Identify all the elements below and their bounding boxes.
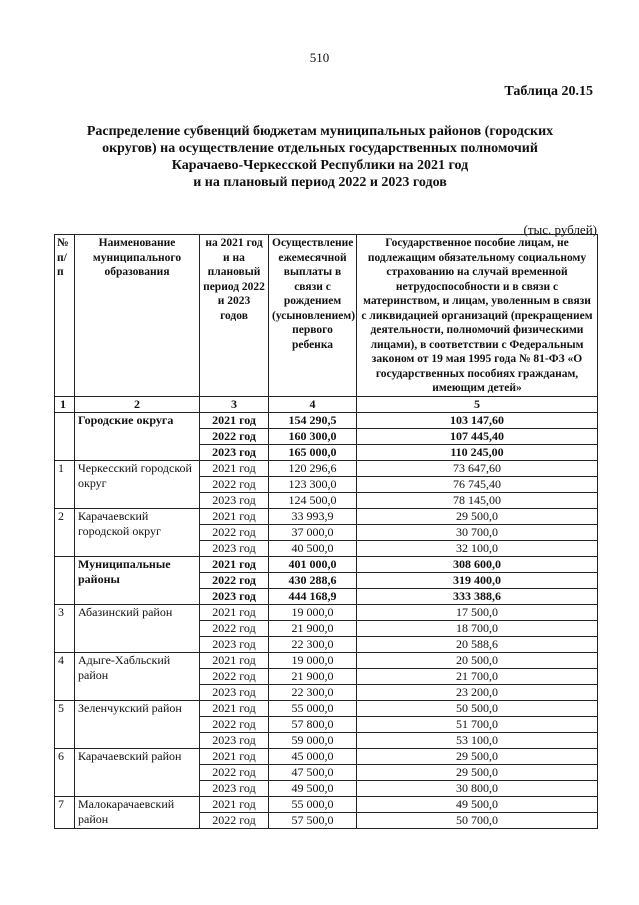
state-benefit-value: 110 245,00 <box>357 444 598 460</box>
municipality-name: Абазинский район <box>75 604 200 652</box>
year-cell: 2022 год <box>200 668 269 684</box>
row-number: 3 <box>55 604 75 652</box>
state-benefit-value: 333 388,6 <box>357 588 598 604</box>
column-number: 1 <box>55 396 75 412</box>
year-cell: 2023 год <box>200 780 269 796</box>
municipality-name: Зеленчукский район <box>75 700 200 748</box>
table-row <box>55 556 598 572</box>
year-cell: 2022 год <box>200 620 269 636</box>
header-year: на 2021 год и на плановый период 2022 и 2023 годов <box>200 235 269 397</box>
row-number: 5 <box>55 700 75 748</box>
monthly-payment-value: 124 500,0 <box>269 492 357 508</box>
monthly-payment-value: 21 900,0 <box>269 620 357 636</box>
monthly-payment-value: 444 168,9 <box>269 588 357 604</box>
year-cell: 2023 год <box>200 540 269 556</box>
state-benefit-value: 30 700,0 <box>357 524 598 540</box>
title-line: Карачаево-Черкесской Республики на 2021 год <box>171 158 469 173</box>
state-benefit-value: 30 800,0 <box>357 780 598 796</box>
state-benefit-value: 20 500,0 <box>357 652 598 668</box>
table-row <box>55 748 598 764</box>
monthly-payment-value: 59 000,0 <box>269 732 357 748</box>
state-benefit-value: 23 200,0 <box>357 684 598 700</box>
table-body <box>55 412 598 828</box>
state-benefit-value: 107 445,40 <box>357 428 598 444</box>
state-benefit-value: 76 745,40 <box>357 476 598 492</box>
year-cell: 2022 год <box>200 524 269 540</box>
header-no: № п/п <box>55 235 75 397</box>
monthly-payment-value: 57 500,0 <box>269 812 357 828</box>
year-cell: 2021 год <box>200 652 269 668</box>
column-number: 4 <box>269 396 357 412</box>
units-label: (тыс. рублей) <box>523 222 597 237</box>
header-col5: Государственное пособие лицам, не подлежащим обязательному социальному страхованию на случай временной нетрудоспособности и в связи с материнством, и лицам, уволенным в связи с ликвидацией организаций (прекращением деятельности, полномочий физическими лицами), в соответствии с Федеральным законом от 19 мая 1995 года № 81-ФЗ «О государственных пособиях гражданам, имеющим детей» <box>357 235 598 397</box>
subvention-table <box>54 234 598 829</box>
table-label: Таблица 20.15 <box>504 84 593 99</box>
monthly-payment-value: 19 000,0 <box>269 604 357 620</box>
monthly-payment-value: 22 300,0 <box>269 684 357 700</box>
state-benefit-value: 50 700,0 <box>357 812 598 828</box>
year-cell: 2022 год <box>200 716 269 732</box>
year-cell: 2021 год <box>200 796 269 812</box>
state-benefit-value: 73 647,60 <box>357 460 598 476</box>
column-number: 2 <box>75 396 200 412</box>
row-number <box>55 556 75 604</box>
monthly-payment-value: 47 500,0 <box>269 764 357 780</box>
municipality-name: Малокарачаевский район <box>75 796 200 828</box>
monthly-payment-value: 165 000,0 <box>269 444 357 460</box>
year-cell: 2022 год <box>200 572 269 588</box>
year-cell: 2022 год <box>200 428 269 444</box>
title-line: и на плановый период 2022 и 2023 годов <box>193 175 447 190</box>
monthly-payment-value: 57 800,0 <box>269 716 357 732</box>
header-name: Наименование муниципального образования <box>75 235 200 397</box>
table-row <box>55 460 598 476</box>
year-cell: 2021 год <box>200 748 269 764</box>
title-line: округов) на осуществление отдельных государственных полномочий <box>102 141 538 156</box>
year-cell: 2023 год <box>200 588 269 604</box>
monthly-payment-value: 19 000,0 <box>269 652 357 668</box>
row-number <box>55 412 75 460</box>
table-row <box>55 652 598 668</box>
monthly-payment-value: 49 500,0 <box>269 780 357 796</box>
table-title <box>50 123 590 191</box>
year-cell: 2021 год <box>200 556 269 572</box>
table-row <box>55 508 598 524</box>
year-cell: 2023 год <box>200 732 269 748</box>
year-cell: 2023 год <box>200 444 269 460</box>
monthly-payment-value: 401 000,0 <box>269 556 357 572</box>
row-number: 2 <box>55 508 75 556</box>
year-cell: 2021 год <box>200 412 269 428</box>
monthly-payment-value: 40 500,0 <box>269 540 357 556</box>
header-row <box>55 235 598 397</box>
year-cell: 2021 год <box>200 700 269 716</box>
table-row <box>55 412 598 428</box>
municipality-name: Адыге-Хабльский район <box>75 652 200 700</box>
monthly-payment-value: 123 300,0 <box>269 476 357 492</box>
state-benefit-value: 21 700,0 <box>357 668 598 684</box>
municipality-name: Муниципальные районы <box>75 556 200 604</box>
monthly-payment-value: 55 000,0 <box>269 700 357 716</box>
year-cell: 2021 год <box>200 460 269 476</box>
row-number: 4 <box>55 652 75 700</box>
year-cell: 2022 год <box>200 764 269 780</box>
municipality-name: Карачаевский район <box>75 748 200 796</box>
row-number: 1 <box>55 460 75 508</box>
row-number: 7 <box>55 796 75 828</box>
state-benefit-value: 32 100,0 <box>357 540 598 556</box>
monthly-payment-value: 45 000,0 <box>269 748 357 764</box>
state-benefit-value: 20 588,6 <box>357 636 598 652</box>
state-benefit-value: 29 500,0 <box>357 748 598 764</box>
table-row <box>55 604 598 620</box>
year-cell: 2023 год <box>200 492 269 508</box>
table-row <box>55 796 598 812</box>
state-benefit-value: 103 147,60 <box>357 412 598 428</box>
page-number: 510 <box>309 50 330 65</box>
municipality-name: Городские округа <box>75 412 200 460</box>
year-cell: 2022 год <box>200 476 269 492</box>
title-line: Распределение субвенций бюджетам муниципальных районов (городских <box>86 124 554 139</box>
row-number: 6 <box>55 748 75 796</box>
monthly-payment-value: 37 000,0 <box>269 524 357 540</box>
state-benefit-value: 29 500,0 <box>357 764 598 780</box>
monthly-payment-value: 160 300,0 <box>269 428 357 444</box>
state-benefit-value: 49 500,0 <box>357 796 598 812</box>
municipality-name: Черкесский городской округ <box>75 460 200 508</box>
state-benefit-value: 78 145,00 <box>357 492 598 508</box>
year-cell: 2022 год <box>200 812 269 828</box>
column-number: 5 <box>357 396 598 412</box>
monthly-payment-value: 22 300,0 <box>269 636 357 652</box>
state-benefit-value: 29 500,0 <box>357 508 598 524</box>
state-benefit-value: 51 700,0 <box>357 716 598 732</box>
year-cell: 2023 год <box>200 684 269 700</box>
monthly-payment-value: 21 900,0 <box>269 668 357 684</box>
state-benefit-value: 319 400,0 <box>357 572 598 588</box>
monthly-payment-value: 154 290,5 <box>269 412 357 428</box>
year-cell: 2021 год <box>200 604 269 620</box>
table-row <box>55 700 598 716</box>
monthly-payment-value: 120 296,6 <box>269 460 357 476</box>
state-benefit-value: 18 700,0 <box>357 620 598 636</box>
year-cell: 2021 год <box>200 508 269 524</box>
state-benefit-value: 53 100,0 <box>357 732 598 748</box>
monthly-payment-value: 55 000,0 <box>269 796 357 812</box>
state-benefit-value: 17 500,0 <box>357 604 598 620</box>
column-number: 3 <box>200 396 269 412</box>
state-benefit-value: 50 500,0 <box>357 700 598 716</box>
header-col4: Осуществление ежемесячной выплаты в связи с рождением (усыновлением) первого ребенка <box>269 235 357 397</box>
year-cell: 2023 год <box>200 636 269 652</box>
monthly-payment-value: 33 993,9 <box>269 508 357 524</box>
state-benefit-value: 308 600,0 <box>357 556 598 572</box>
monthly-payment-value: 430 288,6 <box>269 572 357 588</box>
column-number-row <box>55 396 598 412</box>
municipality-name: Карачаевский городской округ <box>75 508 200 556</box>
